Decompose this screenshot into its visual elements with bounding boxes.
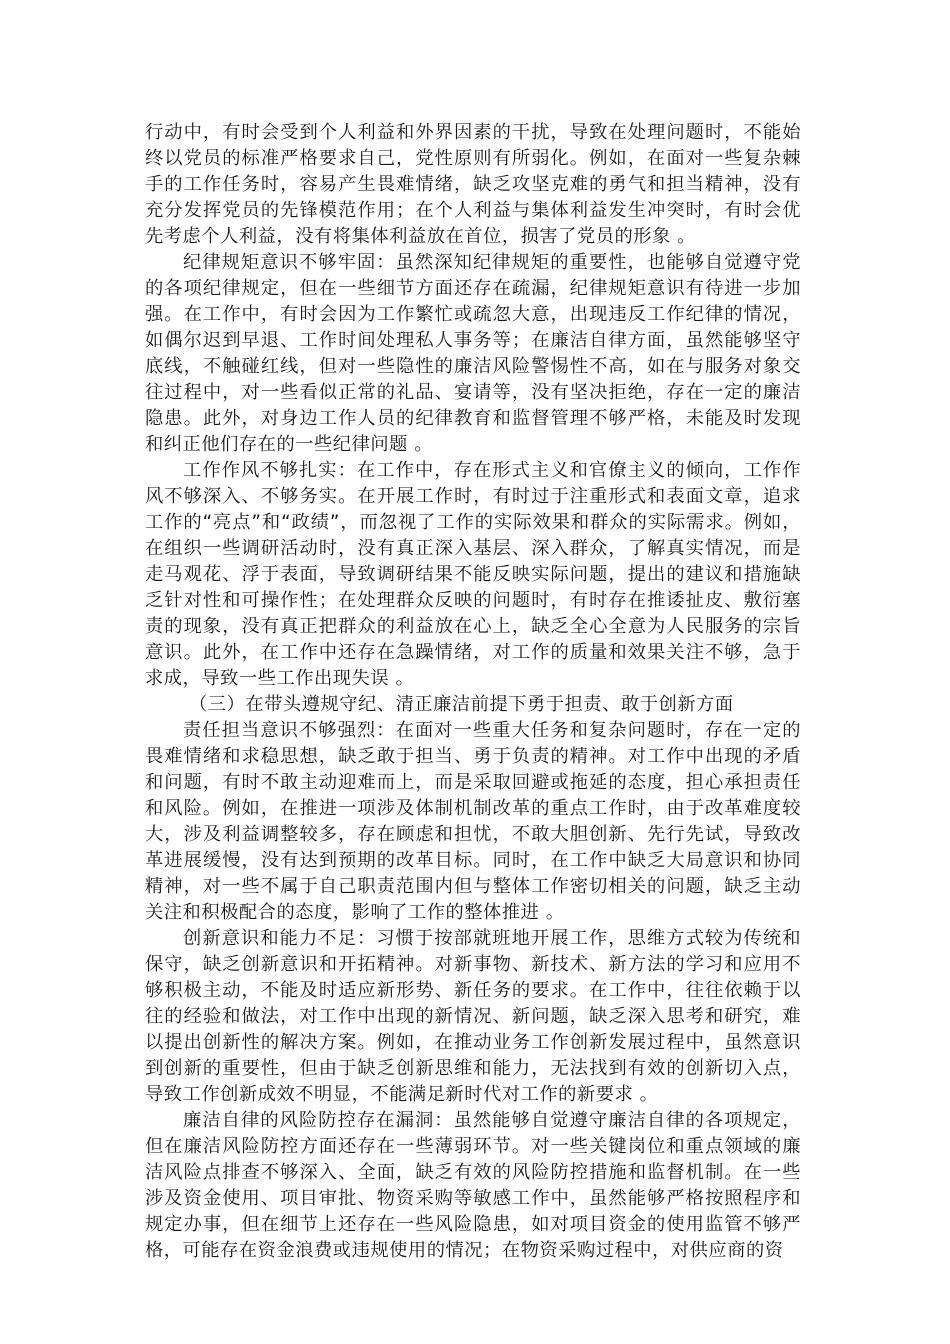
- paragraph-discipline-awareness: 纪律规矩意识不够牢固：虽然深知纪律规矩的重要性，也能够自觉遵守党的各项纪律规定，但在一些细节方面还存在疏漏，纪律规矩意识有待进一步加强。在工作中，有时会因为工作繁忙或疏忽大意，出现违反工作纪律的情况，如偶尔迟到早退、工作时间处理私人事务等；在廉洁自律方面，虽然能够坚守底线，不触碰红线，但对一些隐性的廉洁风险警惕性不高，如在与服务对象交往过程中，对一些看似正常的礼品、宴请等，没有坚决拒绝，存在一定的廉洁隐患。此外，对身边工作人员的纪律教育和监督管理不够严格，未能及时发现和纠正他们存在的一些纪律问题 。: [145, 252, 801, 455]
- paragraph-integrity-risk: 廉洁自律的风险防控存在漏洞：虽然能够自觉遵守廉洁自律的各项规定，但在廉洁风险防控方面还存在一些薄弱环节。对一些关键岗位和重点领域的廉洁风险点排查不够深入、全面，缺乏有效的风险防控措施和监督机制。在一些涉及资金使用、项目审批、物资采购等敏感工作中，虽然能够严格按照程序和规定办事，但在细节上还存在一些风险隐患，如对项目资金的使用监管不够严格，可能存在资金浪费或违规使用的情况；在物资采购过程中，对供应商的资: [145, 1110, 801, 1261]
- paragraph-work-style: 工作作风不够扎实：在工作中，存在形式主义和官僚主义的倾向，工作作风不够深入、不够务实。在开展工作时，有时过于注重形式和表面文章，追求工作的“亮点”和“政绩”，而忽视了工作的实际效果和群众的实际需求。例如，在组织一些调研活动时，没有真正深入基层、深入群众，了解真实情况，而是走马观花、浮于表面，导致调研结果不能反映实际问题，提出的建议和措施缺乏针对性和可操作性；在处理群众反映的问题时，有时存在推诿扯皮、敷衍塞责的现象，没有真正把群众的利益放在心上，缺乏全心全意为人民服务的宗旨意识。此外，在工作中还存在急躁情绪，对工作的质量和效果关注不够，急于求成，导致一些工作出现失误 。: [145, 460, 801, 689]
- paragraph-responsibility: 责任担当意识不够强烈：在面对一些重大任务和复杂问题时，存在一定的畏难情绪和求稳思想，缺乏敢于担当、勇于负责的精神。对工作中出现的矛盾和问题，有时不敢主动迎难而上，而是采取回避或拖延的态度，担心承担责任和风险。例如，在推进一项涉及体制机制改革的重点工作时，由于改革难度较大，涉及利益调整较多，存在顾虑和担忧，不敢大胆创新、先行先试，导致改革进展缓慢，没有达到预期的改革目标。同时，在工作中缺乏大局意识和协同精神，对一些不属于自己职责范围内但与整体工作密切相关的问题，缺乏主动关注和积极配合的态度，影响了工作的整体推进 。: [145, 720, 801, 923]
- paragraph-innovation: 创新意识和能力不足：习惯于按部就班地开展工作，思维方式较为传统和保守，缺乏创新意识和开拓精神。对新事物、新技术、新方法的学习和应用不够积极主动，不能及时适应新形势、新任务的要求。在工作中，往往依赖于以往的经验和做法，对工作中出现的新情况、新问题，缺乏深入思考和研究，难以提出创新性的解决方案。例如，在推动业务工作创新发展过程中，虽然意识到创新的重要性，但由于缺乏创新思维和能力，无法找到有效的创新切入点，导致工作创新成效不明显，不能满足新时代对工作的新要求 。: [145, 928, 801, 1105]
- document-page: [145, 120, 801, 1264]
- section-heading-3: （三）在带头遵规守纪、清正廉洁前提下勇于担责、敢于创新方面: [189, 694, 734, 715]
- paragraph-continuation: 行动中，有时会受到个人利益和外界因素的干扰，导致在处理问题时，不能始终以党员的标准严格要求自己，党性原则有所弱化。例如，在面对一些复杂棘手的工作任务时，容易产生畏难情绪，缺乏攻坚克难的勇气和担当精神，没有充分发挥党员的先锋模范作用；在个人利益与集体利益发生冲突时，有时会优先考虑个人利益，没有将集体利益放在首位，损害了党员的形象 。: [145, 122, 801, 247]
